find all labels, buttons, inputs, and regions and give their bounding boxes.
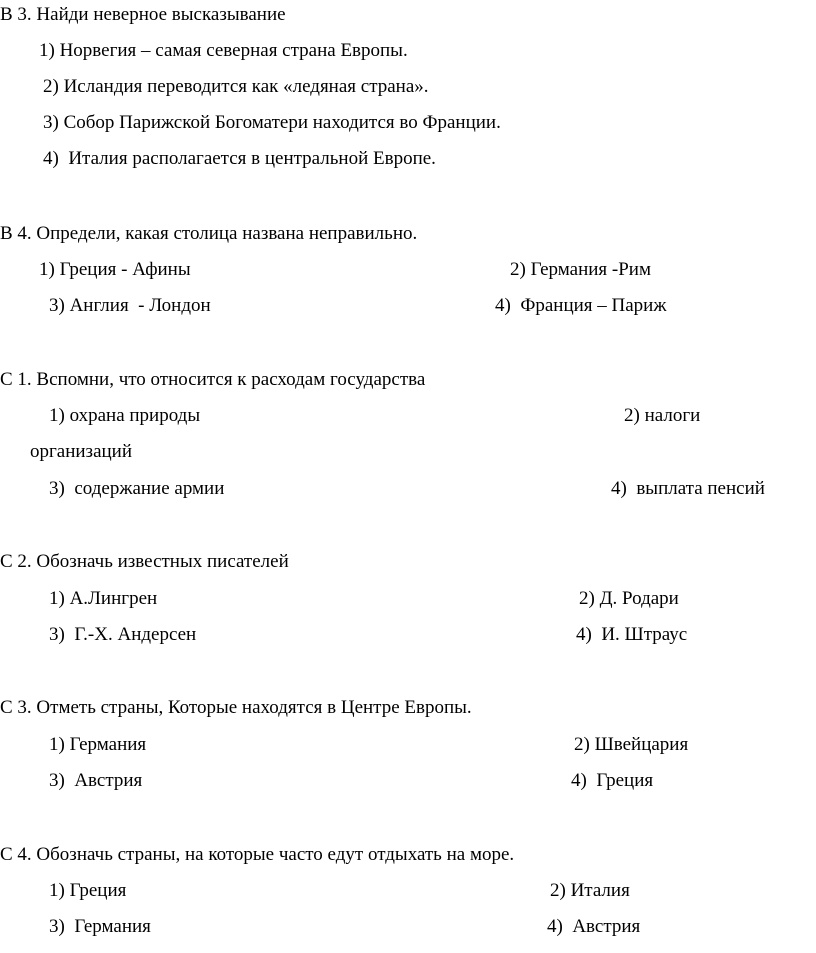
- c2-option-3: 3) Г.-Х. Андерсен: [49, 624, 197, 645]
- b3-option-1: 1) Норвегия – самая северная страна Европы.: [39, 40, 408, 61]
- c3-option-3: 3) Австрия: [49, 770, 143, 791]
- b3-option-3: 3) Собор Парижской Богоматери находится во Франции.: [43, 112, 501, 133]
- c1-option-4: 4) выплата пенсий: [611, 478, 765, 499]
- c1-question: С 1. Вспомни, что относится к расходам государства: [0, 369, 426, 390]
- c3-option-1: 1) Германия: [49, 734, 147, 755]
- c1-option-2: 2) налоги: [624, 405, 701, 426]
- c4-option-1: 1) Греция: [49, 880, 127, 901]
- c2-option-4: 4) И. Штраус: [576, 624, 688, 645]
- c1-option-2-continued: организаций: [30, 441, 133, 462]
- b3-question: B 3. Найди неверное высказывание: [0, 4, 286, 25]
- b4-option-2: 2) Германия -Рим: [510, 259, 651, 280]
- c2-option-2: 2) Д. Родари: [579, 588, 679, 609]
- b3-option-2: 2) Исландия переводится как «ледяная страна».: [43, 76, 429, 97]
- b3-option-4: 4) Италия располагается в центральной Европе.: [43, 148, 436, 169]
- c1-option-3: 3) содержание армии: [49, 478, 225, 499]
- c4-question: С 4. Обозначь страны, на которые часто едут отдыхать на море.: [0, 844, 515, 865]
- c1-option-1: 1) охрана природы: [49, 405, 201, 426]
- c4-option-2: 2) Италия: [550, 880, 630, 901]
- b4-option-1: 1) Греция - Афины: [39, 259, 191, 280]
- c4-option-3: 3) Германия: [49, 916, 151, 937]
- b4-option-4: 4) Франция – Париж: [495, 295, 667, 316]
- c3-question: С 3. Отметь страны, Которые находятся в Центре Европы.: [0, 697, 472, 718]
- c2-question: С 2. Обозначь известных писателей: [0, 551, 289, 572]
- b4-option-3: 3) Англия - Лондон: [49, 295, 211, 316]
- c3-option-4: 4) Греция: [571, 770, 654, 791]
- c2-option-1: 1) А.Лингрен: [49, 588, 158, 609]
- c4-option-4: 4) Австрия: [547, 916, 641, 937]
- c3-option-2: 2) Швейцария: [574, 734, 689, 755]
- b4-question: B 4. Определи, какая столица названа неправильно.: [0, 223, 418, 244]
